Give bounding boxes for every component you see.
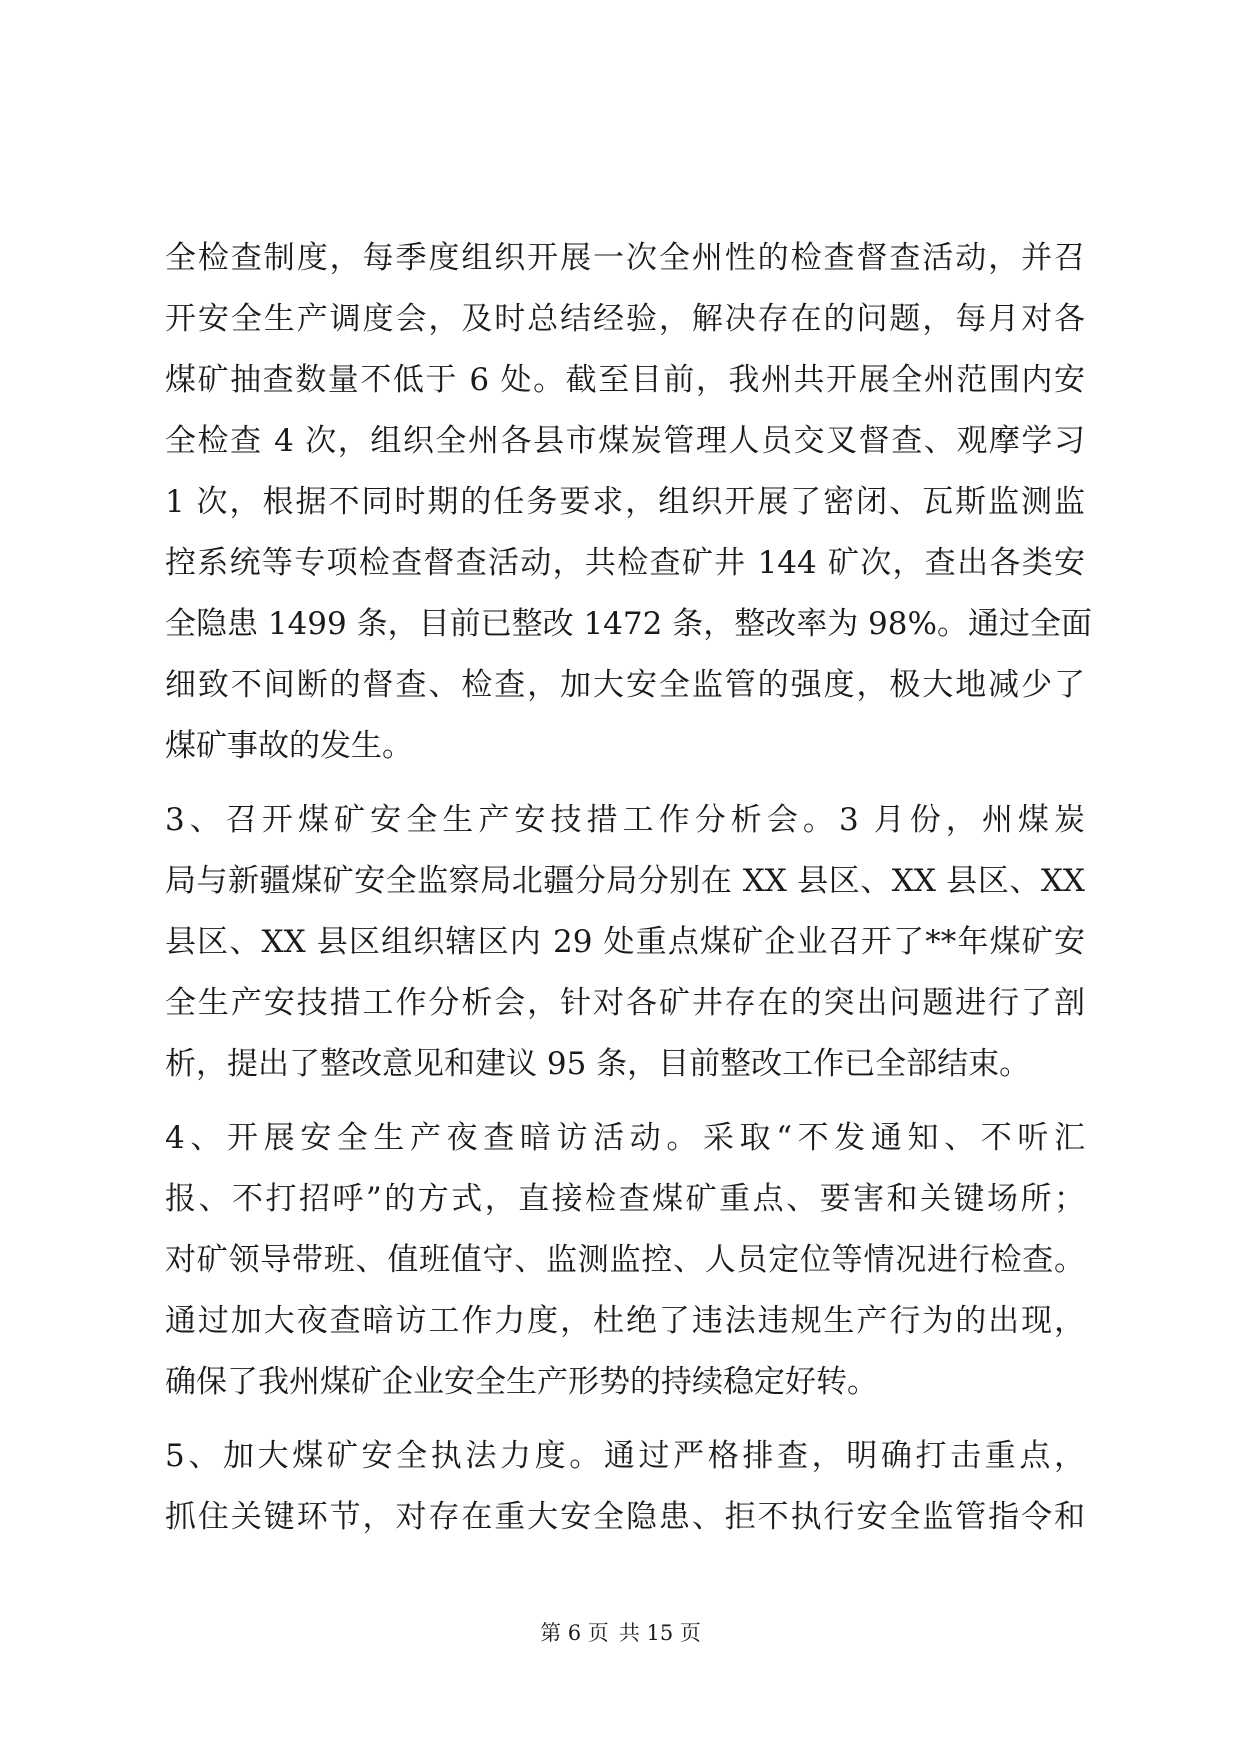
paragraph [165,1108,1085,1413]
text-line: 县区、XX 县区组织辖区内 29 处重点煤矿企业召开了**年煤矿安 [165,924,1085,960]
text-line: 细致不间断的督查、检查，加大安全监管的强度，极大地减少了 [165,667,1085,703]
text-line: 通过加大夜查暗访工作力度，杜绝了违法违规生产行为的出现， [165,1303,1085,1339]
paragraph-spacer [165,1095,1085,1108]
text-line: 控系统等专项检查督查活动，共检查矿井 144 矿次，查出各类安 [165,545,1085,581]
page-number: 第 6 页 [540,1621,609,1645]
text-line: 全检查制度，每季度组织开展一次全州性的检查督查活动，并召 [165,240,1085,276]
paragraph [165,790,1085,1095]
text-line: 确保了我州煤矿企业安全生产形势的持续稳定好转。 [165,1364,878,1400]
text-line: 抓住关键环节，对存在重大安全隐患、拒不执行安全监管指令和 [165,1499,1085,1535]
page-footer [0,1617,1241,1647]
document-body [165,228,1092,1548]
text-line: 全生产安技措工作分析会，针对各矿井存在的突出问题进行了剖 [165,985,1085,1021]
paragraph [165,228,1092,777]
text-line: 全检查 4 次，组织全州各县市煤炭管理人员交叉督查、观摩学习 [165,423,1085,459]
text-line: 3、召开煤矿安全生产安技措工作分析会。3 月份，州煤炭 [165,802,1085,838]
text-line: 1 次，根据不同时期的任务要求，组织开展了密闭、瓦斯监测监 [165,484,1085,520]
page-total: 共 15 页 [618,1621,701,1645]
text-line: 全隐患 1499 条，目前已整改 1472 条，整改率为 98%。通过全面 [165,606,1092,642]
text-line: 4、开展安全生产夜查暗访活动。采取“不发通知、不听汇 [165,1120,1085,1156]
paragraph-spacer [165,1413,1085,1426]
text-line: 开安全生产调度会，及时总结经验，解决存在的问题，每月对各 [165,301,1085,337]
text-line: 报、不打招呼”的方式，直接检查煤矿重点、要害和关键场所； [165,1181,1085,1217]
paragraph-spacer [165,777,1085,790]
text-line: 5、加大煤矿安全执法力度。通过严格排查，明确打击重点， [165,1438,1085,1474]
text-line: 局与新疆煤矿安全监察局北疆分局分别在 XX 县区、XX 县区、XX [165,863,1085,899]
paragraph [165,1426,1085,1548]
text-line: 对矿领导带班、值班值守、监测监控、人员定位等情况进行检查。 [165,1242,1085,1278]
text-line: 煤矿抽查数量不低于 6 处。截至目前，我州共开展全州范围内安 [165,362,1085,398]
text-line: 析，提出了整改意见和建议 95 条，目前整改工作已全部结束。 [165,1046,1031,1082]
text-line: 煤矿事故的发生。 [165,728,413,764]
